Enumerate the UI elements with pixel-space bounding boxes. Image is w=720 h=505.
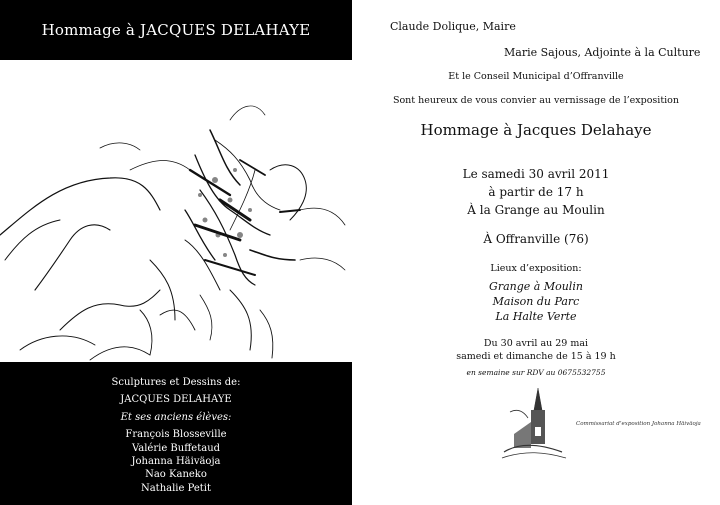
event-time: à partir de 17 h bbox=[488, 185, 584, 199]
credits-students-label: Et ses anciens élèves: bbox=[120, 411, 232, 423]
exhibition-dates: Du 30 avril au 29 mai bbox=[483, 338, 589, 349]
credits-band bbox=[0, 362, 352, 505]
left-panel bbox=[0, 0, 352, 505]
event-title: Hommage à Jacques Delahaye bbox=[420, 121, 652, 139]
adjoint-line: Marie Sajous, Adjointe à la Culture bbox=[504, 46, 701, 59]
mayor-line: Claude Dolique, Maire bbox=[390, 20, 516, 33]
places-label: Lieux d’exposition: bbox=[490, 263, 582, 274]
event-venue: À la Grange au Moulin bbox=[467, 203, 605, 217]
council-line: Et le Conseil Municipal d’Offranville bbox=[448, 71, 624, 82]
left-title: Hommage à JACQUES DELAHAYE bbox=[41, 21, 311, 39]
curator-credit: Commissariat d’exposition Johanna Häiväoja bbox=[576, 421, 701, 427]
chapel-logo bbox=[500, 382, 570, 464]
place-item: Grange à Moulin bbox=[489, 280, 583, 293]
place-item: La Halte Verte bbox=[495, 310, 577, 323]
credits-artist: JACQUES DELAHAYE bbox=[120, 394, 232, 406]
event-date: Le samedi 30 avril 2011 bbox=[462, 167, 610, 181]
exhibition-hours: samedi et dimanche de 15 à 19 h bbox=[456, 351, 616, 362]
student-name: Valérie Buffetaud bbox=[131, 442, 221, 454]
student-name: Nao Kaneko bbox=[145, 469, 207, 481]
credits-heading: Sculptures et Dessins de: bbox=[111, 377, 241, 388]
student-name: François Blosseville bbox=[125, 429, 227, 441]
place-item: Maison du Parc bbox=[492, 295, 580, 308]
ink-drawing bbox=[0, 60, 352, 362]
weekday-appointment: en semaine sur RDV au 0675532755 bbox=[466, 368, 606, 377]
student-name: Nathalie Petit bbox=[140, 482, 212, 494]
invite-line: Sont heureux de vous convier au vernissage de l’exposition bbox=[392, 95, 680, 106]
student-name: Johanna Häiväoja bbox=[131, 456, 221, 468]
event-town: À Offranville (76) bbox=[483, 232, 589, 246]
title-band bbox=[0, 0, 352, 60]
